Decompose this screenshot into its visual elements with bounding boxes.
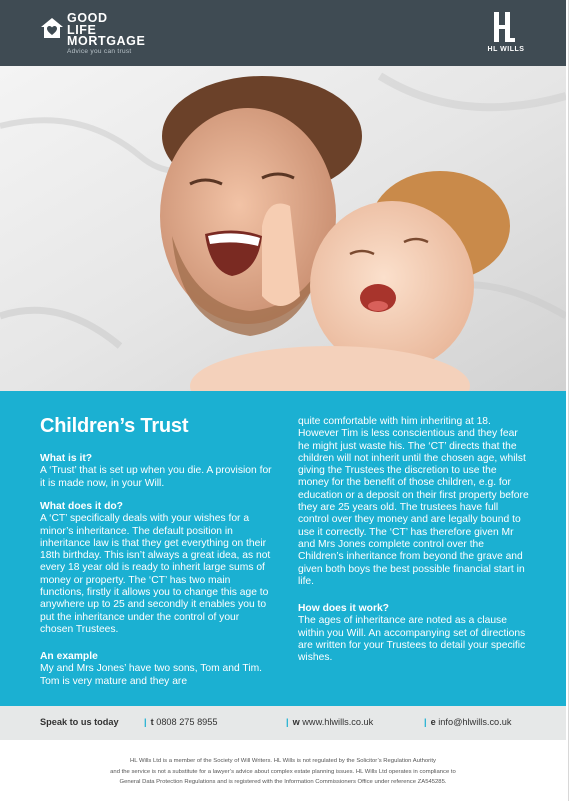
contact-bar [0, 706, 566, 740]
brand-name [67, 13, 145, 48]
email-contact[interactable] [424, 717, 511, 727]
separator: | [424, 717, 427, 727]
disclaimer [20, 756, 546, 788]
footer [0, 706, 566, 801]
partner-logo-text: HL WILLS [487, 46, 525, 53]
father-and-child-photo [0, 66, 566, 391]
page-title: Children’s Trust [40, 415, 189, 437]
example-heading: An example [40, 651, 98, 662]
separator: | [144, 717, 147, 727]
what-body: A ‘Trust’ that is set up when you die. A provision for it is made now, in your Will. [40, 465, 272, 489]
good-life-mortgage-logo [40, 13, 180, 57]
phone-prefix: t [150, 717, 154, 727]
house-heart-icon [40, 16, 64, 40]
web-prefix: w [292, 717, 300, 727]
example-body-left: My and Mrs Jones’ have two sons, Tom and Tim. Tom is very mature and they are [40, 663, 263, 687]
what-section [40, 453, 272, 490]
web-link[interactable]: www.hlwills.co.uk [302, 717, 374, 727]
hl-wills-logo [484, 12, 528, 58]
hero-photo [0, 66, 566, 391]
phone-contact[interactable] [144, 717, 218, 727]
how-heading: How does it work? [298, 603, 389, 614]
example-section [40, 651, 272, 688]
brand-line-1: GOOD [67, 11, 108, 25]
how-section [298, 603, 530, 664]
content-panel [0, 391, 566, 706]
disclaimer-line-1: HL Wills Ltd is a member of the Society of Will Writers. HL Wills is not regulated by the Solicitor’s Regulation Authority [130, 758, 436, 764]
email-link[interactable]: info@hlwills.co.uk [438, 717, 512, 727]
separator: | [286, 717, 289, 727]
brand-line-3: MORTGAGE [67, 34, 146, 48]
header-bar [0, 0, 566, 66]
web-contact[interactable] [286, 717, 373, 727]
example-continued [298, 416, 530, 588]
email-prefix: e [430, 717, 436, 727]
brand-tagline: Advice you can trust [67, 48, 132, 55]
example-body-right: quite comfortable with him inheriting at 18. However Tim is less conscientious and they fear he might just waste his. The ‘CT’ directs that the children will not inherit until the chosen age, whilst giving the Trustees the discretion to use the money for the benefit of those children, e.g. for education or a deposit on their first property before they are 25 years old. The trustees have full control over they money and are legally bound to use it correctly. The ‘CT’ has therefore given Mr and Mrs Jones complete control over the Children’s inheritance from beyond the grave and given both boys the best possible financial start in life. [298, 416, 529, 587]
what-heading: What is it? [40, 453, 93, 464]
does-body: A ‘CT’ specifically deals with your wishes for a minor’s inheritance. The default position in inheritance law is that they get everything on their 18th birthday. This isn’t always a great idea, as not every 18 year old is ready to inherit large sums of money or property. The ‘CT’ has two main functions, firstly it allows you to change this age to anywhere up to 25 and secondly it enables you to put the inheritance under the control of your chosen Trustees. [40, 513, 271, 635]
disclaimer-line-2: and the service is not a substitute for a lawyer’s advice about complex estate planning issues. HL Wills Ltd operates in compliance to [110, 768, 456, 775]
hl-monogram-icon [492, 12, 516, 42]
speak-label: Speak to us today [40, 717, 119, 727]
does-section [40, 501, 272, 636]
brand-line-2: LIFE [67, 22, 97, 37]
does-heading: What does it do? [40, 501, 123, 512]
phone-number[interactable]: 0808 275 8955 [156, 717, 218, 727]
how-body: The ages of inheritance are noted as a clause within you Will. An accompanying set of directions are written for your Trustees to detail your specific wishes. [298, 615, 526, 664]
disclaimer-line-3: General Data Protection Regulations and is registered with the Information Commissioners Office under reference ZA545285. [119, 779, 447, 785]
